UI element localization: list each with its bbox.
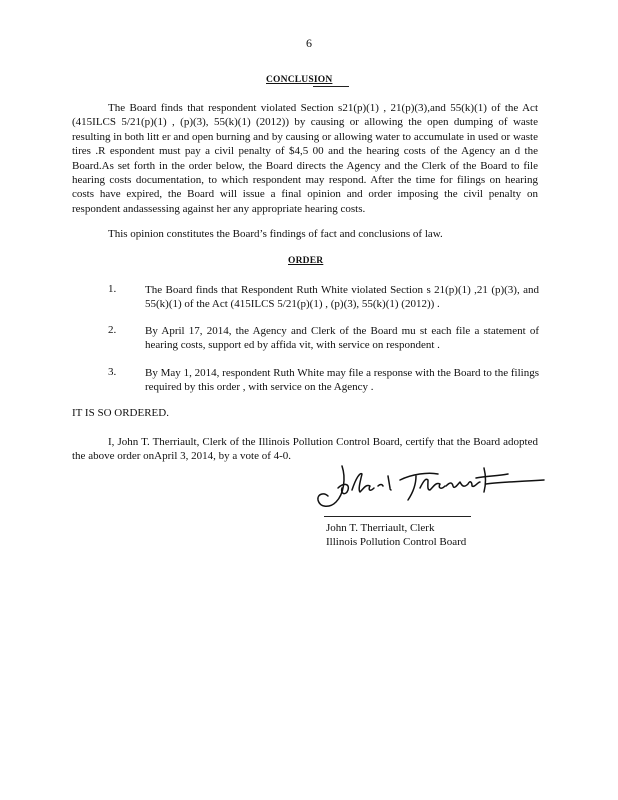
findings-statement: This opinion constitutes the Board’s findings of fact and conclusions of law. [108,228,443,240]
signer-organization: Illinois Pollution Control Board [326,536,467,549]
signer-block [326,521,466,550]
signer-name-title: John T. Therriault, Clerk [326,522,435,534]
order-item-number: 2. [108,324,117,336]
so-ordered-statement: IT IS SO ORDERED. [72,407,169,419]
handwritten-signature [308,458,548,514]
order-item-text: The Board finds that Respondent Ruth White violated Section s 21(p)(1) ,21 (p)(3), and 55(k)(1) of the Act (415ILCS 5/21(p)(1) , (p)(3), 55(k)(1) (2012)) . [145,284,539,311]
order-item-text: By April 17, 2014, the Agency and Clerk of the Board mu st each file a statement of hearing costs, support ed by affida vit, with service on respondent . [145,325,539,352]
page-number: 6 [306,36,312,50]
order-item-text: By May 1, 2014, respondent Ruth White may file a response with the Board to the filings required by this order , with service on the Agency . [145,367,539,394]
conclusion-heading: CONCLUSION [266,75,356,85]
order-item-number: 1. [108,283,117,295]
order-heading: ORDER [288,256,324,266]
order-item-number: 3. [108,366,117,378]
conclusion-paragraph: The Board finds that respondent violated Section s21(p)(1) , 21(p)(3),and 55(k)(1) of the Act (415ILCS 5/21(p)(1) , (p)(3), 55(k)(1) (2012)) by causing or allowing the open dumping of waste resulting in both litt er and open burning and by causing or allowing water to accumulate in used or waste tires .R espondent must pay a civil penalty of $4,5 00 and the hearing costs of the Agency an d the Board.As set forth in the order below, the Board directs the Agency and the Clerk of the Board to file hearing costs documentation, to which respondent may respond. After the time for filings on hearing costs have expired, the Board will issue a final opinion and order imposing the civil penalty on respondent andassessing against her any appropriate hearing costs. [72,102,538,215]
clerk-certification: I, John T. Therriault, Clerk of the Illinois Pollution Control Board, certify that the Board adopted the above order onApril 3, 2014, by a vote of 4-0. [72,436,538,463]
signature-line [324,516,471,517]
